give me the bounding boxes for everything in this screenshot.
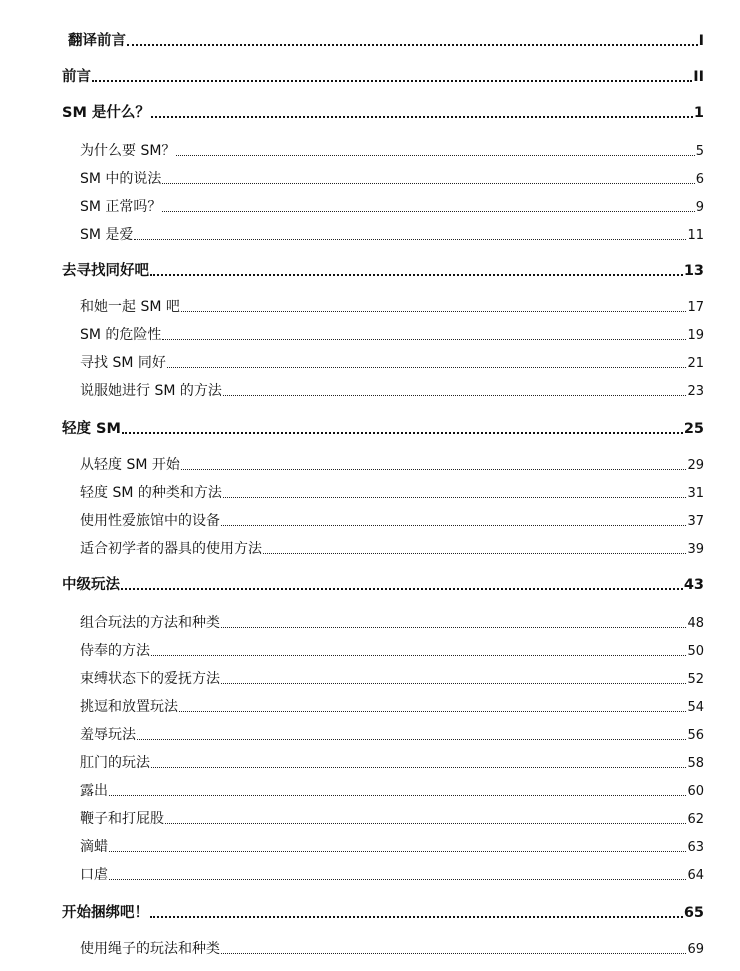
toc-leader-dots — [122, 432, 683, 434]
toc-leader-dots — [221, 683, 686, 684]
toc-leader-dots — [150, 916, 683, 918]
toc-leader-dots — [167, 367, 687, 368]
toc-entry-page: 64 — [687, 868, 704, 883]
toc-entry-title: 挑逗和放置玩法 — [80, 699, 178, 715]
toc-leader-dots — [109, 851, 686, 852]
toc-entry — [80, 751, 704, 775]
toc-entry — [62, 573, 704, 597]
toc-entry-page: 50 — [687, 644, 704, 659]
toc-entry-page: 9 — [695, 200, 704, 215]
toc-entry-page: 29 — [687, 458, 704, 473]
toc-entry-page: 5 — [695, 144, 704, 159]
toc-entry — [80, 779, 704, 803]
toc-entry-title: 和她一起 SM 吧 — [80, 299, 180, 315]
toc-entry — [80, 167, 704, 191]
toc-entry-title: 中级玩法 — [62, 577, 120, 593]
toc-entry-title: 适合初学者的器具的使用方法 — [80, 541, 262, 557]
toc-leader-dots — [165, 823, 686, 824]
toc-leader-dots — [176, 155, 694, 156]
toc-entry-title: 使用绳子的玩法和种类 — [80, 941, 220, 957]
toc-entry-title: 羞辱玩法 — [80, 727, 136, 743]
toc-entry-title: 寻找 SM 同好 — [80, 355, 166, 371]
toc-entry-page: 69 — [687, 942, 704, 957]
toc-entry-page: II — [693, 69, 704, 85]
toc-entry — [80, 351, 704, 375]
toc-entry-title: 口虐 — [80, 867, 108, 883]
toc-entry — [62, 417, 704, 441]
toc-leader-dots — [181, 469, 687, 470]
toc-entry — [62, 901, 704, 925]
toc-entry-page: 58 — [687, 756, 704, 771]
toc-entry-title: SM 正常吗？ — [80, 199, 162, 215]
toc-entry — [80, 295, 704, 319]
toc-entry-title: 鞭子和打屁股 — [80, 811, 164, 827]
toc-entry — [80, 639, 704, 663]
toc-leader-dots — [162, 183, 694, 184]
toc-entry-title: 侍奉的方法 — [80, 643, 150, 659]
toc-entry — [80, 537, 704, 561]
toc-entry-title: SM 是爱 — [80, 227, 134, 243]
toc-leader-dots — [221, 953, 686, 954]
toc-entry-page: 23 — [687, 384, 704, 399]
toc-entry-page: I — [698, 33, 704, 49]
toc-entry — [80, 453, 704, 477]
toc-entry — [80, 667, 704, 691]
toc-entry-page: 52 — [687, 672, 704, 687]
toc-entry-page: 13 — [683, 263, 704, 279]
toc-leader-dots — [92, 80, 692, 82]
toc-leader-dots — [127, 44, 698, 46]
toc-entry-title: SM 是什么？ — [62, 105, 150, 121]
toc-leader-dots — [137, 739, 686, 740]
toc-entry — [80, 723, 704, 747]
toc-entry — [80, 937, 704, 961]
toc-entry-page: 17 — [687, 300, 704, 315]
toc-leader-dots — [150, 274, 683, 276]
toc-entry-page: 31 — [687, 486, 704, 501]
toc-entry — [80, 695, 704, 719]
toc-entry-title: 说服她进行 SM 的方法 — [80, 383, 222, 399]
toc-entry-page: 11 — [687, 228, 704, 243]
toc-leader-dots — [179, 711, 686, 712]
toc-entry-page: 37 — [687, 514, 704, 529]
toc-entry-title: 肛门的玩法 — [80, 755, 150, 771]
toc-entry-title: 露出 — [80, 783, 108, 799]
toc-leader-dots — [162, 211, 694, 212]
toc-entry-title: 前言 — [62, 69, 91, 85]
toc-entry — [80, 611, 704, 635]
toc-leader-dots — [221, 525, 686, 526]
toc-entry — [68, 29, 704, 53]
toc-leader-dots — [162, 339, 686, 340]
toc-leader-dots — [121, 588, 683, 590]
toc-entry-page: 54 — [687, 700, 704, 715]
toc-leader-dots — [134, 239, 686, 240]
toc-entry — [80, 509, 704, 533]
toc-entry — [62, 259, 704, 283]
toc-entry — [80, 379, 704, 403]
toc-entry-title: 去寻找同好吧 — [62, 263, 149, 279]
toc-entry-title: 使用性爱旅馆中的设备 — [80, 513, 220, 529]
toc-leader-dots — [263, 553, 686, 554]
toc-entry-page: 62 — [687, 812, 704, 827]
toc-entry-page: 6 — [695, 172, 704, 187]
toc-entry-page: 48 — [687, 616, 704, 631]
toc-entry — [80, 807, 704, 831]
toc-entry-page: 63 — [687, 840, 704, 855]
toc-entry-page: 43 — [683, 577, 704, 593]
toc-entry-title: 翻译前言 — [68, 33, 126, 49]
toc-entry-title: 从轻度 SM 开始 — [80, 457, 180, 473]
toc-entry-title: 滴蜡 — [80, 839, 108, 855]
toc-entry — [80, 481, 704, 505]
toc-entry-title: 组合玩法的方法和种类 — [80, 615, 220, 631]
toc-entry — [80, 195, 704, 219]
toc-entry-page: 56 — [687, 728, 704, 743]
toc-leader-dots — [221, 627, 686, 628]
toc-entry — [80, 223, 704, 247]
toc-entry — [62, 101, 704, 125]
toc-entry-page: 65 — [683, 905, 704, 921]
toc-entry-page: 39 — [687, 542, 704, 557]
toc-leader-dots — [109, 795, 686, 796]
toc-entry-page: 60 — [687, 784, 704, 799]
toc-entry-title: 轻度 SM 的种类和方法 — [80, 485, 222, 501]
toc-entry-title: SM 的危险性 — [80, 327, 162, 343]
toc-leader-dots — [223, 497, 687, 498]
toc-entry-page: 21 — [687, 356, 704, 371]
toc-entry-title: 开始捆绑吧！ — [62, 905, 149, 921]
toc-entry-title: 束缚状态下的爱抚方法 — [80, 671, 220, 687]
toc-leader-dots — [151, 655, 686, 656]
toc-entry-page: 25 — [683, 421, 704, 437]
toc-entry-title: 为什么要 SM？ — [80, 143, 176, 159]
toc-entry — [80, 863, 704, 887]
toc-entry — [62, 65, 704, 89]
toc-entry-title: SM 中的说法 — [80, 171, 162, 187]
toc-leader-dots — [181, 311, 687, 312]
toc-leader-dots — [151, 116, 693, 118]
toc-entry — [80, 139, 704, 163]
toc-leader-dots — [109, 879, 686, 880]
toc-leader-dots — [223, 395, 687, 396]
toc-entry-page: 19 — [687, 328, 704, 343]
toc-leader-dots — [151, 767, 686, 768]
toc-entry-page: 1 — [693, 105, 704, 121]
toc-entry — [80, 835, 704, 859]
toc-entry — [80, 323, 704, 347]
toc-entry-title: 轻度 SM — [62, 421, 121, 437]
